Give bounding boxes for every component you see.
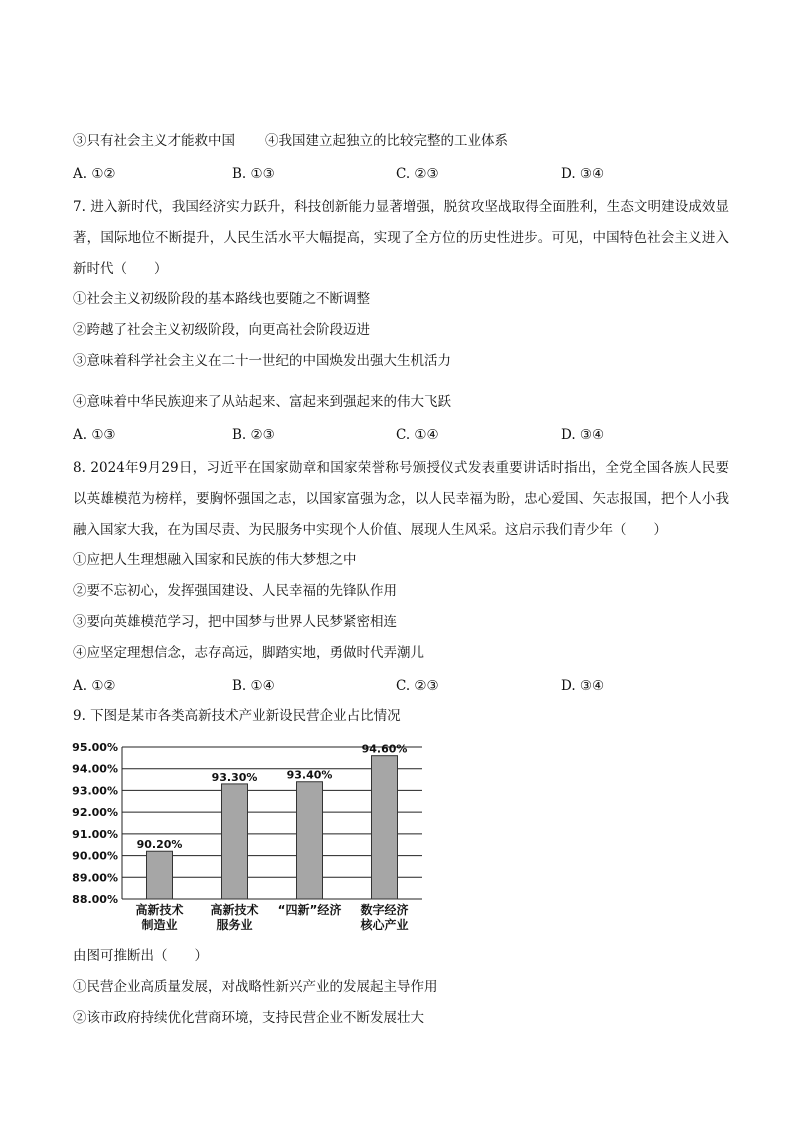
- q9-item-2: ②该市政府持续优化营商环境，支持民营企业不断发展壮大: [73, 1010, 424, 1026]
- question-9-prompt: 由图可推断出（ ）: [73, 948, 208, 964]
- question-8-stem: 8. 2024年9月29日，习近平在国家勋章和国家荣誉称号颁授仪式发表重要讲话时指出，全党全国各族人民要以英雄模范为榜样，要胸怀强国之志，以国家富强为念，以人民幸福为盼，忠心爱国、矢志报国，把个人小我融入国家大我，在为国尽责、为民服务中实现个人价值、展现人生风采。这启示我们青少年（ ）: [73, 460, 729, 538]
- x-tick-label: “四新”经济: [277, 903, 342, 917]
- q7-item-2: ②跨越了社会主义初级阶段，向更高社会阶段迈进: [73, 322, 370, 338]
- q7-item-3: ③意味着科学社会主义在二十一世纪的中国焕发出强大生机活力: [73, 353, 451, 369]
- y-tick-label: 95.00%: [72, 741, 118, 754]
- x-tick-label: 制造业: [141, 918, 178, 932]
- q7-option-a: A. ①③: [73, 427, 116, 443]
- x-tick-label: 数字经济: [360, 903, 409, 917]
- q7-option-c: C. ①④: [396, 427, 439, 443]
- q7-item-4: ④意味着中华民族迎来了从站起来、富起来到强起来的伟大飞跃: [73, 394, 451, 410]
- option-a: A. ①②: [73, 166, 116, 182]
- x-tick-label: 服务业: [216, 918, 253, 932]
- q7-option-d: D. ③④: [561, 427, 605, 443]
- q8-item-3: ③要向英雄模范学习，把中国梦与世界人民梦紧密相连: [73, 614, 397, 630]
- q9-item-1: ①民营企业高质量发展，对战略性新兴产业的发展起主导作用: [73, 979, 438, 995]
- q8-option-a: A. ①②: [73, 678, 116, 694]
- bar-value-label: 94.60%: [361, 742, 408, 756]
- x-tick-label: 高新技术: [210, 903, 259, 917]
- q8-item-2: ②要不忘初心，发挥强国建设、人民幸福的先锋队作用: [73, 583, 397, 599]
- statement-3: ③只有社会主义才能救中国 ④我国建立起独立的比较完整的工业体系: [73, 133, 508, 149]
- q7-item-1: ①社会主义初级阶段的基本路线也要随之不断调整: [73, 291, 370, 307]
- y-tick-label: 90.00%: [72, 849, 118, 863]
- q8-option-d: D. ③④: [561, 678, 605, 694]
- question-7-stem: 7. 进入新时代，我国经济实力跃升，科技创新能力显著增强，脱贫攻坚战取得全面胜利，生态文明建设成效显著，国际地位不断提升，人民生活水平大幅提高，实现了全方位的历史性进步。可见，中国特色社会主义进入新时代（ ）: [73, 199, 729, 277]
- q8-option-b: B. ①④: [232, 678, 275, 694]
- y-tick-label: 91.00%: [72, 827, 118, 841]
- bar-value-label: 93.30%: [211, 770, 258, 784]
- option-c: C. ②③: [396, 166, 439, 182]
- q7-option-b: B. ②③: [232, 427, 275, 443]
- y-tick-label: 93.00%: [72, 784, 118, 798]
- q8-item-1: ①应把人生理想融入国家和民族的伟大梦想之中: [73, 552, 357, 568]
- bar-value-label: 90.20%: [136, 838, 183, 852]
- y-tick-label: 94.00%: [72, 762, 118, 776]
- y-tick-label: 92.00%: [72, 806, 118, 820]
- bar-chart: [60, 735, 440, 935]
- question-9-stem: 9. 下图是某市各类高新技术产业新设民营企业占比情况: [73, 708, 401, 724]
- statement-4: ④我国建立起独立的比较完整的工业体系: [265, 133, 508, 149]
- x-tick-label: 高新技术: [135, 903, 184, 917]
- bar: [147, 851, 173, 899]
- y-tick-label: 89.00%: [72, 871, 118, 885]
- q8-item-4: ④应坚定理想信念，志存高远，脚踏实地，勇做时代弄潮儿: [73, 645, 424, 661]
- bar: [222, 784, 248, 899]
- bar: [372, 756, 398, 899]
- q8-option-c: C. ②③: [396, 678, 439, 694]
- bar-value-label: 93.40%: [286, 768, 333, 782]
- bar: [297, 782, 323, 899]
- option-b: B. ①③: [232, 166, 275, 182]
- option-d: D. ③④: [561, 166, 605, 182]
- x-tick-label: 核心产业: [360, 918, 409, 932]
- y-tick-label: 88.00%: [72, 893, 118, 906]
